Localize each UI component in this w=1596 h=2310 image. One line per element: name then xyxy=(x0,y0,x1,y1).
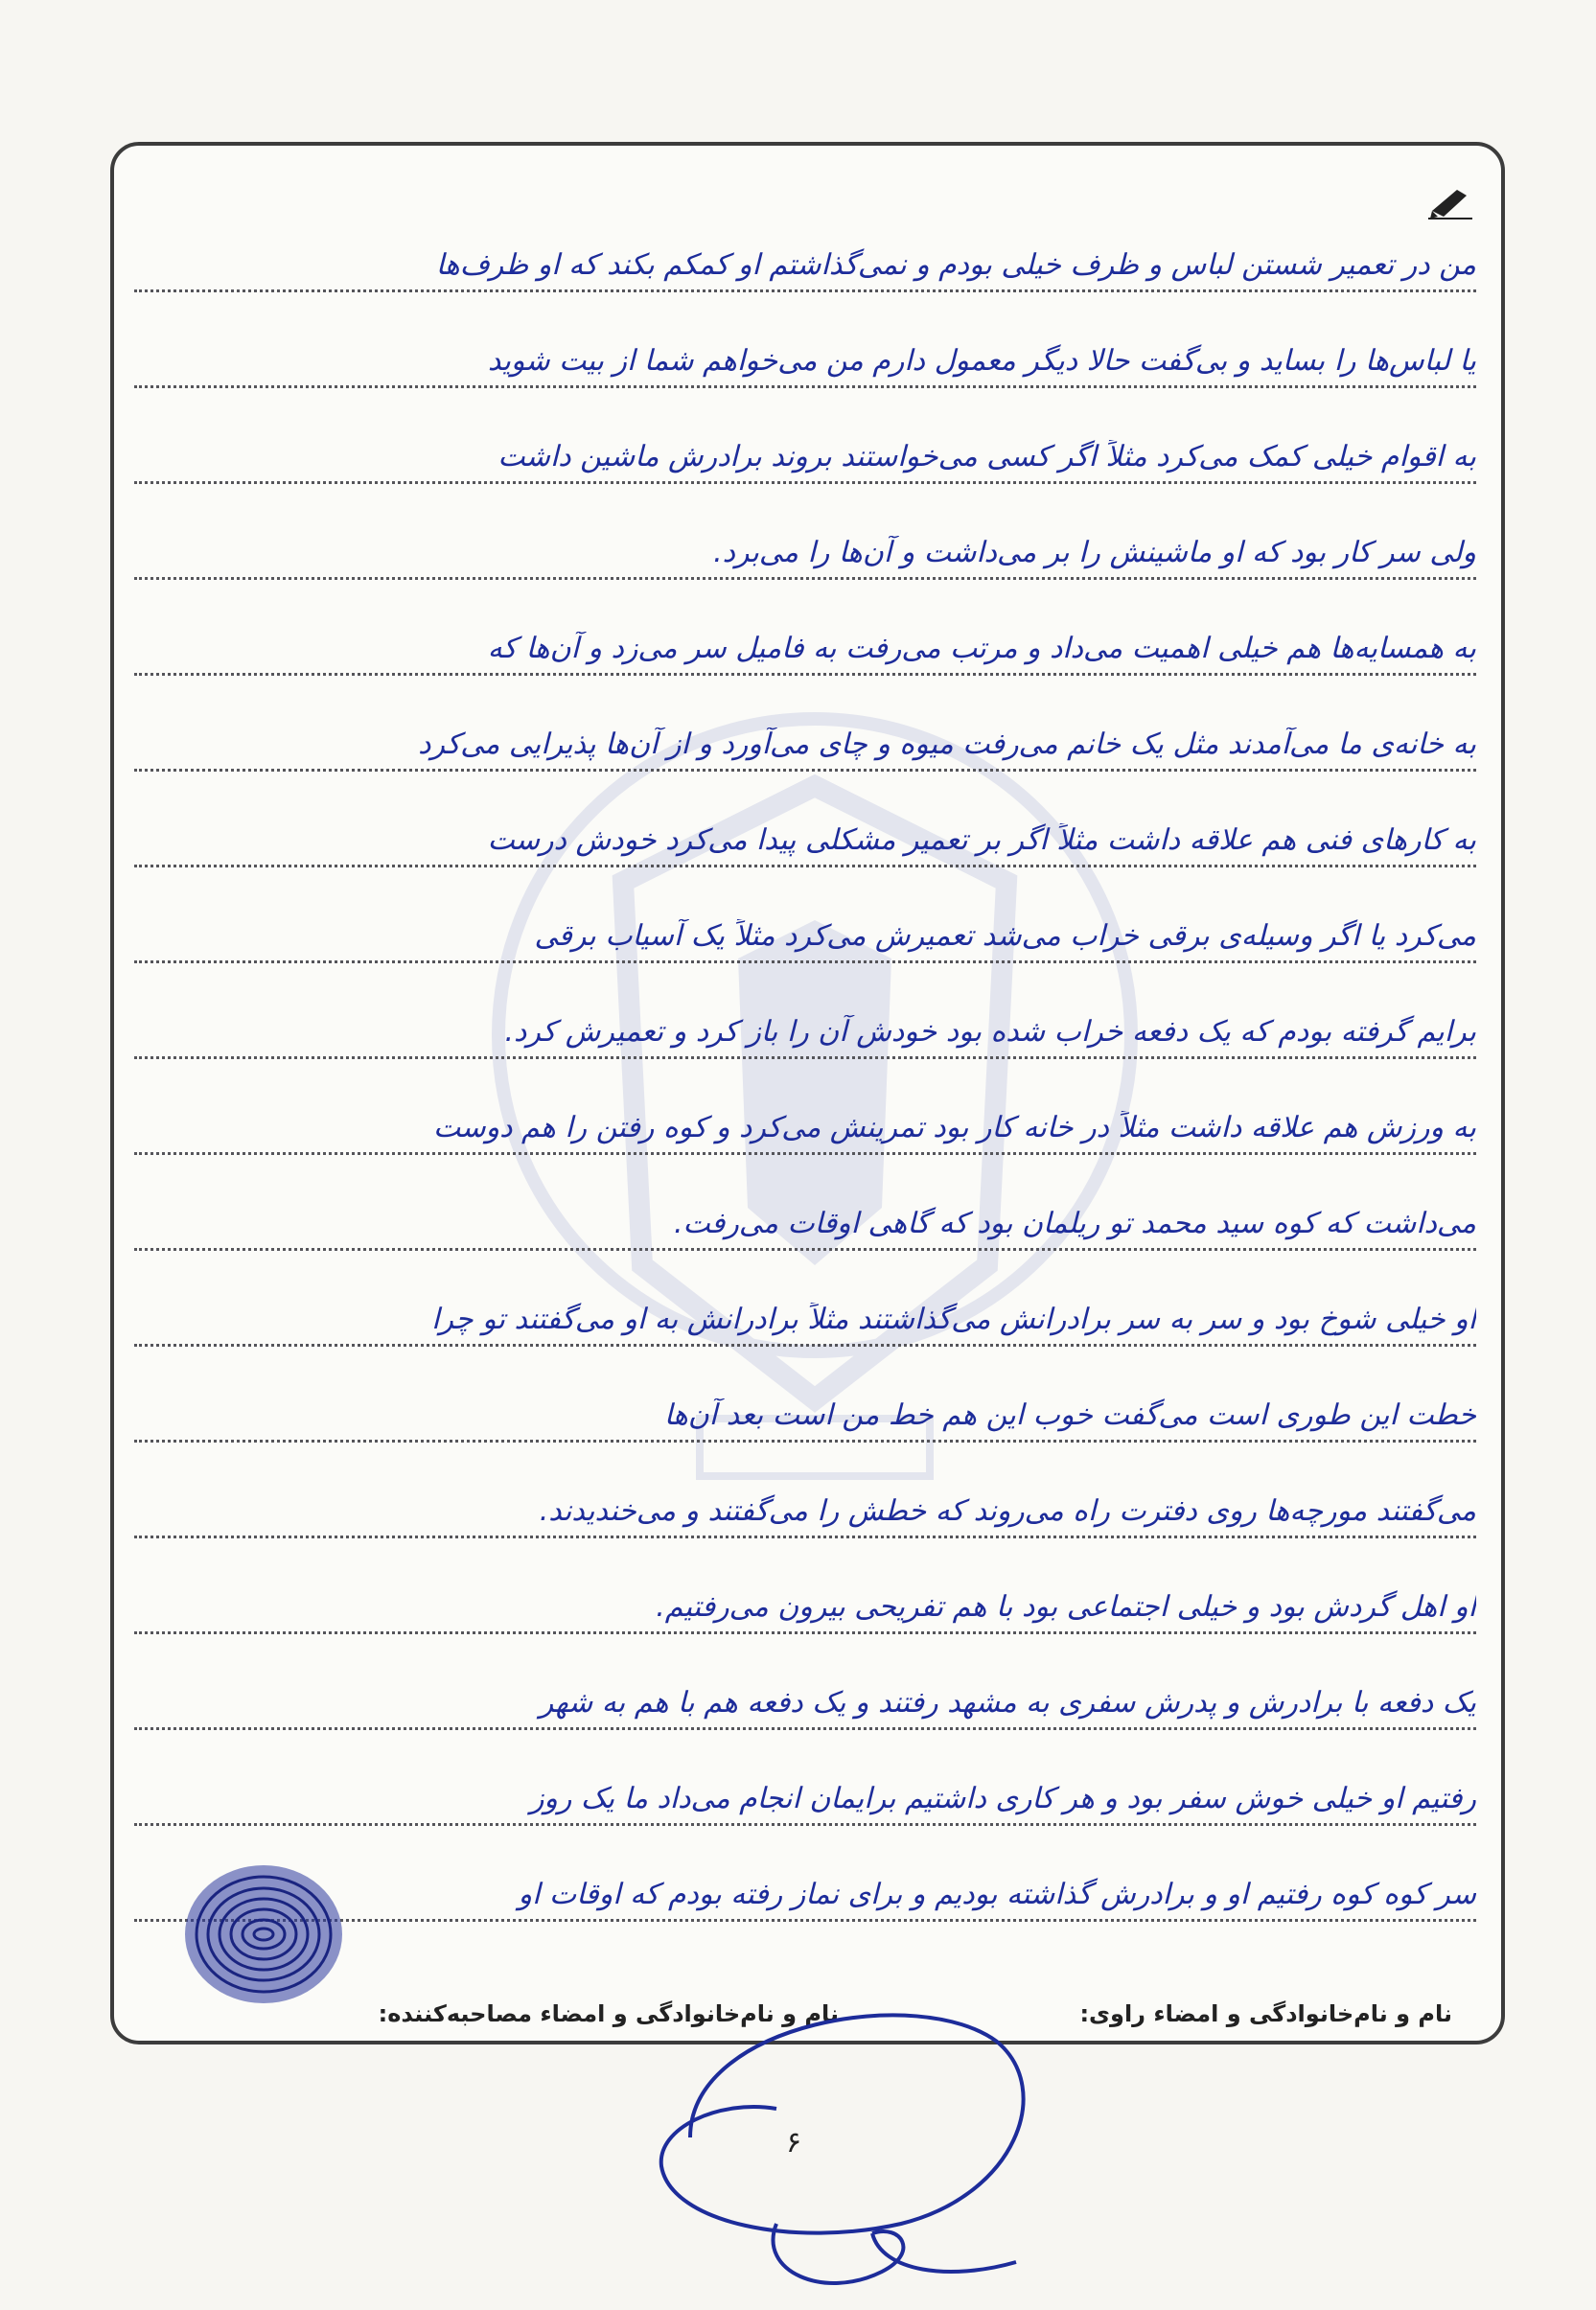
line-text: او اهل گردش بود و خیلی اجتماعی بود با هم تفریحی بیرون می‌رفتیم. xyxy=(656,1590,1476,1624)
text-line xyxy=(134,1059,1476,1155)
text-line xyxy=(134,580,1476,676)
text-line xyxy=(134,676,1476,772)
interviewer-signature-label: نام و نام‌خانوادگی و امضاء مصاحبه‌کننده: xyxy=(378,2000,839,2027)
line-text: یا لباس‌ها را بساید و بی‌گفت حالا دیگر معمول دارم من می‌خواهم شما از بیت شوید xyxy=(487,344,1476,378)
line-text: یک دفعه با برادرش و پدرش سفری به مشهد رفتند و یک دفعه هم با هم به شهر xyxy=(539,1686,1476,1720)
page-number: ۶ xyxy=(786,2126,802,2160)
text-line xyxy=(134,1443,1476,1538)
line-text: برایم گرفته بودم که یک دفعه خراب شده بود خودش آن را باز کرد و تعمیرش کرد. xyxy=(504,1015,1476,1049)
line-text: می‌داشت که کوه سید محمد تو ریلمان بود که گاهی اوقات می‌رفت. xyxy=(674,1207,1476,1240)
text-line xyxy=(134,772,1476,867)
line-text: می‌کرد یا اگر وسیله‌ی برقی خراب می‌شد تعمیرش می‌کرد مثلاً یک آسیاب برقی xyxy=(534,919,1476,953)
line-text: او خیلی شوخ بود و سر به سر برادرانش می‌گذاشتند مثلاً برادرانش به او می‌گفتند تو چرا xyxy=(431,1303,1476,1336)
text-line xyxy=(134,1634,1476,1730)
line-text: می‌گفتند مورچه‌ها روی دفترت راه می‌روند که خطش را می‌گفتند و می‌خندیدند. xyxy=(539,1494,1476,1528)
line-text: خطت این طوری است می‌گفت خوب این هم خط من است بعد آن‌ها xyxy=(663,1398,1476,1432)
line-text: سر کوه کوه رفتیم او و برادرش گذاشته بودیم و برای نماز رفته بودم که اوقات او xyxy=(518,1878,1476,1911)
text-line xyxy=(134,867,1476,963)
line-text: ولی سر کار بود که او ماشینش را بر می‌داشت و آن‌ها را می‌برد. xyxy=(713,536,1476,569)
text-line xyxy=(134,484,1476,580)
text-line xyxy=(134,963,1476,1059)
text-line xyxy=(134,1347,1476,1443)
signature-icon xyxy=(633,1984,1064,2310)
fingerprint-icon xyxy=(173,1850,355,2013)
text-line xyxy=(134,1538,1476,1634)
text-line xyxy=(134,292,1476,388)
line-text: به خانه‌ی ما می‌آمدند مثل یک خانم می‌رفت میوه و چای می‌آورد و از آن‌ها پذیرایی می‌کرد xyxy=(418,728,1476,761)
text-line xyxy=(134,388,1476,484)
line-text: من در تعمیر شستن لباس و ظرف خیلی بودم و نمی‌گذاشتم او کمکم بکند که او ظرف‌ها xyxy=(435,248,1476,282)
handwritten-lines xyxy=(134,196,1476,1922)
narrator-signature-label: نام و نام‌خانوادگی و امضاء راوی: xyxy=(1079,2000,1452,2027)
line-text: به همسایه‌ها هم خیلی اهمیت می‌داد و مرتب می‌رفت به فامیل سر می‌زد و آن‌ها که xyxy=(487,632,1476,665)
line-text: به ورزش هم علاقه داشت مثلاً در خانه کار بود تمرینش می‌کرد و کوه رفتن را هم دوست xyxy=(433,1111,1476,1144)
line-text: به کارهای فنی هم علاقه داشت مثلاً اگر بر تعمیر مشکلی پیدا می‌کرد خودش درست xyxy=(487,823,1476,857)
text-line xyxy=(134,1251,1476,1347)
text-line xyxy=(134,1155,1476,1251)
line-text: به اقوام خیلی کمک می‌کرد مثلاً اگر کسی می‌خواستند بروند برادرش ماشین داشت xyxy=(497,440,1476,474)
line-text: رفتیم او خیلی خوش سفر بود و هر کاری داشتیم برایمان انجام می‌داد ما یک روز xyxy=(529,1782,1476,1815)
text-line xyxy=(134,1730,1476,1826)
text-line xyxy=(134,196,1476,292)
